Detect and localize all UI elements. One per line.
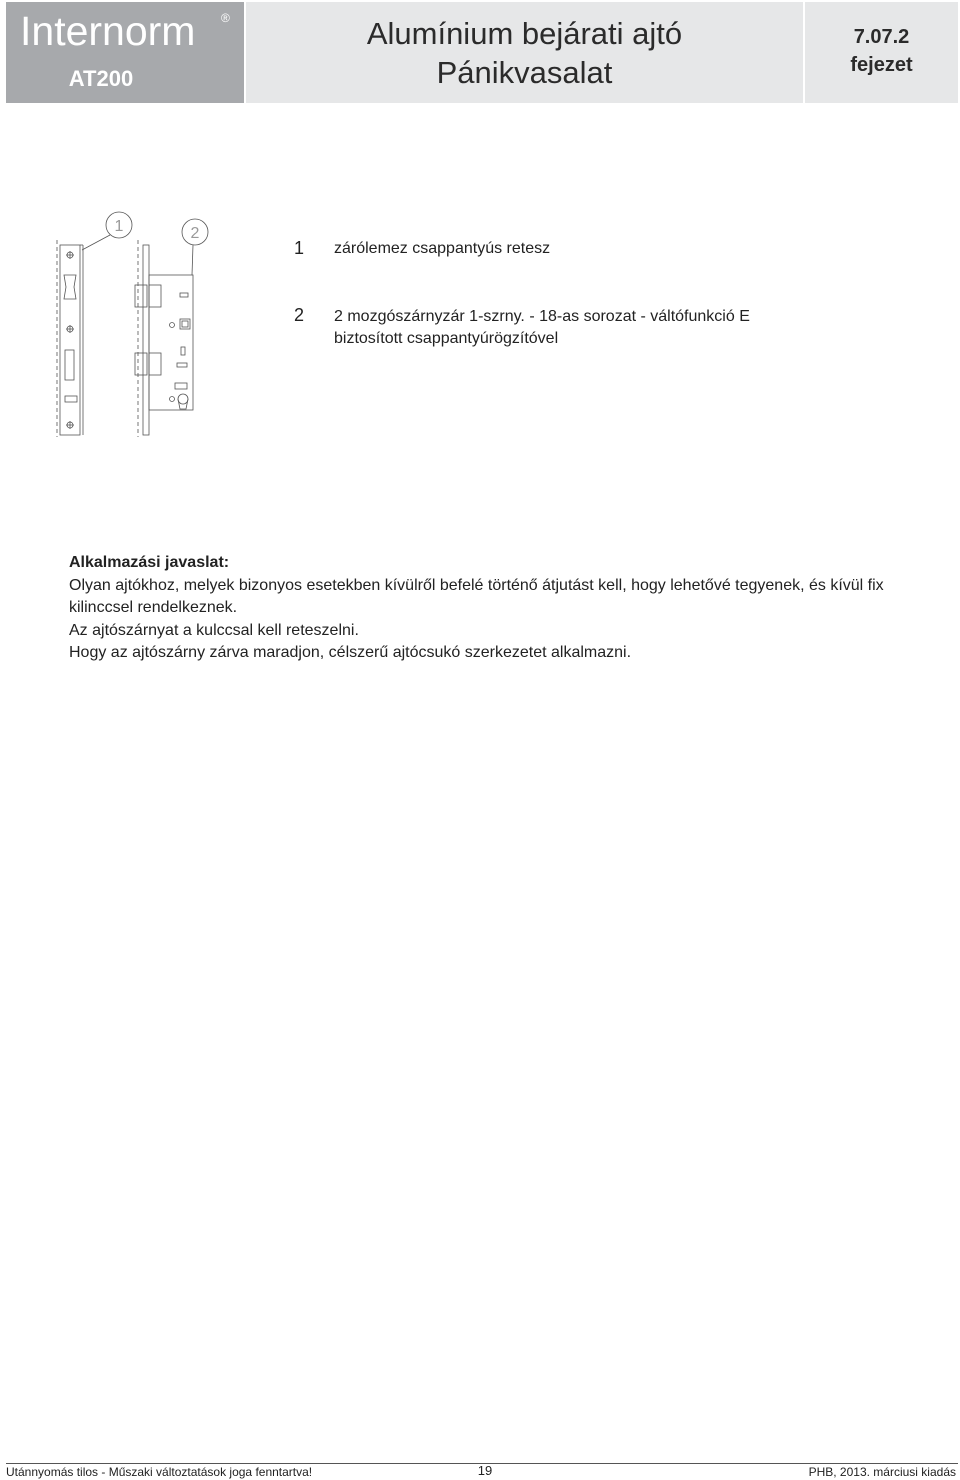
callout-1: 1 [114, 218, 124, 235]
registered-mark: ® [221, 11, 230, 25]
page-number: 19 [477, 1463, 493, 1478]
title-block [246, 2, 803, 103]
footer-edition: PHB, 2013. márciusi kiadás [808, 1465, 956, 1479]
mortise-lock-part [135, 240, 193, 437]
page-subtitle: Pánikvasalat [436, 55, 613, 90]
leader-line-2 [192, 245, 193, 275]
page-header [6, 2, 958, 103]
callout-2: 2 [190, 225, 200, 242]
section-paragraph-3: Hogy az ajtószárny zárva maradjon, célszerű ajtócsukó szerkezetet alkalmazni. [69, 644, 632, 661]
product-model: AT200 [68, 66, 134, 91]
application-recommendation [69, 552, 949, 665]
legend-text-2-line1: 2 mozgószárnyzár 1-szrny. - 18-as sorozat - váltófunkció E [334, 308, 750, 325]
legend-text-2 [334, 306, 750, 350]
legend-text-1-line1: zárólemez csappantyús retesz [334, 240, 551, 257]
legend-text-1 [334, 238, 550, 260]
legend-text-2-line2: biztosított csappantyúrögzítóvel [334, 330, 559, 347]
legend-number-1: 1 [294, 238, 305, 258]
leader-line-1 [82, 235, 110, 250]
chapter-block [805, 2, 958, 103]
page-title: Alumínium bejárati ajtó [366, 16, 683, 51]
chapter-number: 7.07.2 [853, 26, 910, 48]
brand-block [6, 2, 244, 103]
lock-technical-drawing [50, 205, 240, 440]
page-footer [0, 1463, 960, 1480]
legend-number-2: 2 [294, 305, 305, 325]
brand-logo: Internorm [20, 8, 196, 54]
section-paragraph-1: Olyan ajtókhoz, melyek bizonyos esetekben kívülről befelé történő átjutást kell, hogy lehetővé tegyenek, és kívül fix kilinccsel rendelkeznek. [69, 576, 884, 616]
chapter-label: fejezet [850, 54, 913, 76]
section-paragraph-2: Az ajtószárnyat a kulccsal kell reteszelni. [69, 621, 359, 639]
section-heading: Alkalmazási javaslat: [69, 554, 230, 571]
strike-plate-part [57, 240, 83, 437]
footer-copyright: Utánnyomás tilos - Műszaki változtatások joga fenntartva! [6, 1465, 313, 1479]
